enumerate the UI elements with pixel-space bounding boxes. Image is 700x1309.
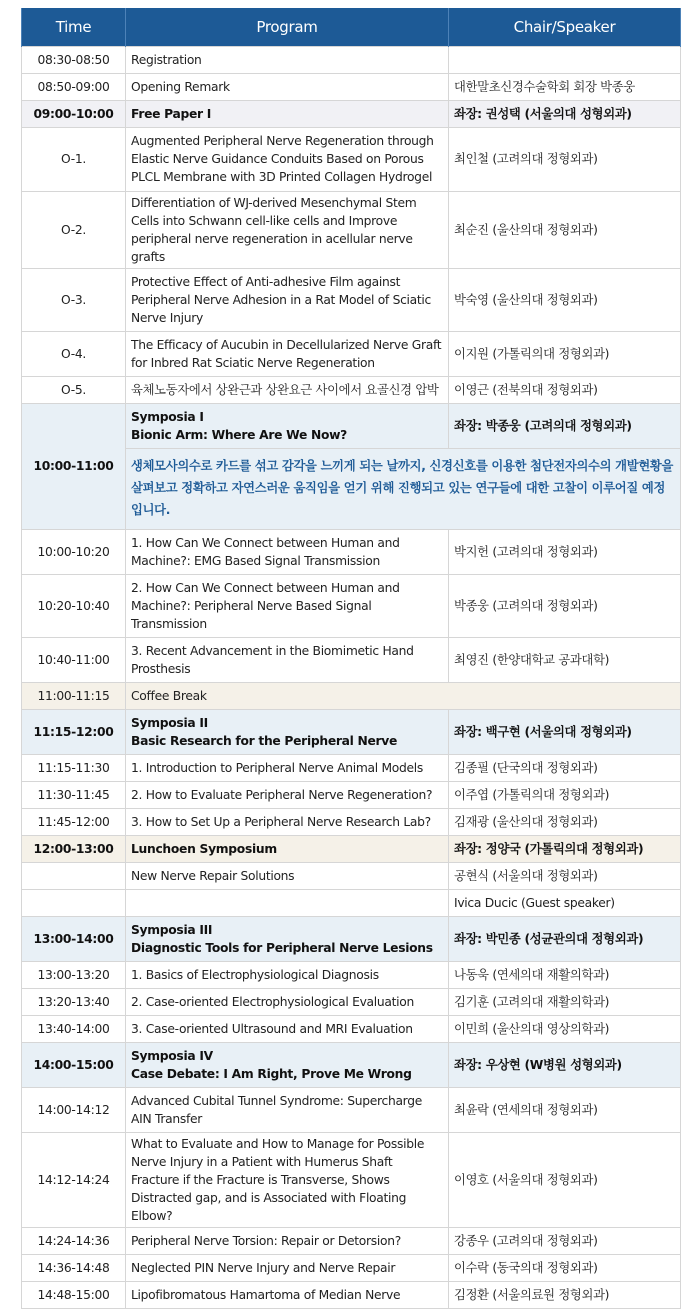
time-cell: 10:20-10:40 <box>22 574 126 637</box>
program-cell: 1. Introduction to Peripheral Nerve Animal Models <box>126 754 449 781</box>
program-cell: Peripheral Nerve Torsion: Repair or Detorsion? <box>126 1227 449 1254</box>
speaker-cell: 이민희 (울산의대 영상의학과) <box>449 1015 681 1042</box>
program-cell: Differentiation of WJ-derived Mesenchymal Stem Cells into Schwann cell-like cells and Improve peripheral nerve regeneration in acellular nerve grafts <box>126 191 449 268</box>
session-title <box>126 709 449 754</box>
speaker-cell <box>449 46 681 73</box>
session-title: Free Paper I <box>126 100 449 127</box>
speaker-cell: 최윤락 (연세의대 정형외과) <box>449 1087 681 1132</box>
session-row <box>22 916 681 961</box>
time-cell: 10:40-11:00 <box>22 637 126 682</box>
time-cell: 13:20-13:40 <box>22 988 126 1015</box>
header-row <box>22 8 681 46</box>
time-cell: 10:00-10:20 <box>22 529 126 574</box>
table-row <box>22 754 681 781</box>
time-cell: O-5. <box>22 376 126 403</box>
time-cell <box>22 862 126 889</box>
header-chair-speaker: Chair/Speaker <box>449 8 681 46</box>
program-cell: Augmented Peripheral Nerve Regeneration through Elastic Nerve Guidance Conduits Based on Porous PLCL Membrane with 3D Printed Collagen Hydrogel <box>126 127 449 191</box>
time-cell: O-3. <box>22 268 126 331</box>
header-time: Time <box>22 8 126 46</box>
program-cell: Lipofibromatous Hamartoma of Median Nerve <box>126 1281 449 1308</box>
chair-cell: 좌장: 우상현 (W병원 성형외과) <box>449 1042 681 1087</box>
table-row <box>22 73 681 100</box>
table-row <box>22 574 681 637</box>
table-row <box>22 1087 681 1132</box>
speaker-cell: 김기훈 (고려의대 재활의학과) <box>449 988 681 1015</box>
table-row <box>22 961 681 988</box>
speaker-cell: 박종웅 (고려의대 정형외과) <box>449 574 681 637</box>
table-row <box>22 191 681 268</box>
speaker-cell: 공현식 (서울의대 정형외과) <box>449 862 681 889</box>
speaker-cell: Ivica Ducic (Guest speaker) <box>449 889 681 916</box>
time-cell: 11:15-12:00 <box>22 709 126 754</box>
speaker-cell: 이영근 (전북의대 정형외과) <box>449 376 681 403</box>
table-row <box>22 46 681 73</box>
table-row <box>22 1132 681 1227</box>
chair-cell: 좌장: 정양국 (가톨릭의대 정형외과) <box>449 835 681 862</box>
time-cell: O-1. <box>22 127 126 191</box>
chair-cell: 좌장: 박민종 (성균관의대 정형외과) <box>449 916 681 961</box>
speaker-cell: 강종우 (고려의대 정형외과) <box>449 1227 681 1254</box>
speaker-cell: 대한말초신경수술학회 회장 박종웅 <box>449 73 681 100</box>
program-cell: The Efficacy of Aucubin in Decellularized Nerve Graft for Inbred Rat Sciatic Nerve Regeneration <box>126 331 449 376</box>
table-row <box>22 1254 681 1281</box>
speaker-cell: 나동욱 (연세의대 재활의학과) <box>449 961 681 988</box>
speaker-cell: 박지헌 (고려의대 정형외과) <box>449 529 681 574</box>
time-cell <box>22 889 126 916</box>
time-cell: 13:40-14:00 <box>22 1015 126 1042</box>
program-cell: 1. How Can We Connect between Human and Machine?: EMG Based Signal Transmission <box>126 529 449 574</box>
speaker-cell: 최영진 (한양대학교 공과대학) <box>449 637 681 682</box>
table-row <box>22 988 681 1015</box>
session-label: Symposia III <box>131 922 213 937</box>
table-row <box>22 889 681 916</box>
session-subtitle: Basic Research for the Peripheral Nerve <box>131 733 398 748</box>
table-row <box>22 808 681 835</box>
time-cell: 09:00-10:00 <box>22 100 126 127</box>
table-row <box>22 1227 681 1254</box>
time-cell: 14:36-14:48 <box>22 1254 126 1281</box>
session-title: Lunchoen Symposium <box>126 835 449 862</box>
session-label: Symposia II <box>131 715 208 730</box>
table-row <box>22 331 681 376</box>
program-cell: Advanced Cubital Tunnel Syndrome: Supercharge AIN Transfer <box>126 1087 449 1132</box>
time-cell: 11:45-12:00 <box>22 808 126 835</box>
time-cell: 08:30-08:50 <box>22 46 126 73</box>
time-cell: 14:12-14:24 <box>22 1132 126 1227</box>
program-cell: Registration <box>126 46 449 73</box>
speaker-cell: 최순진 (울산의대 정형외과) <box>449 191 681 268</box>
table-row <box>22 1015 681 1042</box>
speaker-cell: 이수락 (동국의대 정형외과) <box>449 1254 681 1281</box>
table-row <box>22 1281 681 1308</box>
session-row <box>22 100 681 127</box>
session-subtitle: Bionic Arm: Where Are We Now? <box>131 427 347 442</box>
program-schedule <box>21 8 680 1309</box>
time-cell: 14:00-15:00 <box>22 1042 126 1087</box>
program-cell: New Nerve Repair Solutions <box>126 862 449 889</box>
header-program: Program <box>126 8 449 46</box>
speaker-cell: 이주엽 (가톨릭의대 정형외과) <box>449 781 681 808</box>
time-cell: 14:00-14:12 <box>22 1087 126 1132</box>
speaker-cell: 김재광 (울산의대 정형외과) <box>449 808 681 835</box>
time-cell: 12:00-13:00 <box>22 835 126 862</box>
speaker-cell: 김종필 (단국의대 정형외과) <box>449 754 681 781</box>
chair-cell: 좌장: 박종웅 (고려의대 정형외과) <box>449 403 681 448</box>
time-cell: 14:24-14:36 <box>22 1227 126 1254</box>
table-row <box>22 637 681 682</box>
session-title <box>126 1042 449 1087</box>
chair-cell: 좌장: 권성택 (서울의대 성형외과) <box>449 100 681 127</box>
time-cell: 13:00-13:20 <box>22 961 126 988</box>
program-cell: 3. How to Set Up a Peripheral Nerve Research Lab? <box>126 808 449 835</box>
table-row <box>22 529 681 574</box>
program-cell: 1. Basics of Electrophysiological Diagnosis <box>126 961 449 988</box>
session-row <box>22 1042 681 1087</box>
time-cell: 10:00-11:00 <box>22 403 126 529</box>
session-row <box>22 835 681 862</box>
time-cell: O-2. <box>22 191 126 268</box>
table-row <box>22 376 681 403</box>
session-subtitle: Diagnostic Tools for Peripheral Nerve Lesions <box>131 940 433 955</box>
table-row <box>22 127 681 191</box>
time-cell: 14:48-15:00 <box>22 1281 126 1308</box>
table-row <box>22 862 681 889</box>
time-cell: 11:00-11:15 <box>22 682 126 709</box>
session-label: Symposia I <box>131 409 204 424</box>
program-cell: 육체노동자에서 상완근과 상완요근 사이에서 요골신경 압박 <box>126 376 449 403</box>
program-cell: Opening Remark <box>126 73 449 100</box>
program-cell: 3. Recent Advancement in the Biomimetic Hand Prosthesis <box>126 637 449 682</box>
session-row <box>22 403 681 448</box>
session-subtitle: Case Debate: I Am Right, Prove Me Wrong <box>131 1066 412 1081</box>
session-row <box>22 709 681 754</box>
speaker-cell: 최인철 (고려의대 정형외과) <box>449 127 681 191</box>
break-label: Coffee Break <box>126 682 681 709</box>
time-cell: 13:00-14:00 <box>22 916 126 961</box>
program-cell: What to Evaluate and How to Manage for Possible Nerve Injury in a Patient with Humerus Shaft Fracture if the Fracture is Transverse, Shows Distracted gap, and is Associated with Floating Elbow? <box>126 1132 449 1227</box>
break-row <box>22 682 681 709</box>
program-cell: 2. Case-oriented Electrophysiological Evaluation <box>126 988 449 1015</box>
session-title <box>126 403 449 448</box>
time-cell: 11:15-11:30 <box>22 754 126 781</box>
program-cell: 2. How Can We Connect between Human and Machine?: Peripheral Nerve Based Signal Transmission <box>126 574 449 637</box>
program-cell: Protective Effect of Anti-adhesive Film against Peripheral Nerve Adhesion in a Rat Model of Sciatic Nerve Injury <box>126 268 449 331</box>
speaker-cell: 이영호 (서울의대 정형외과) <box>449 1132 681 1227</box>
program-cell <box>126 889 449 916</box>
schedule-table <box>21 8 681 1309</box>
time-cell: O-4. <box>22 331 126 376</box>
time-cell: 11:30-11:45 <box>22 781 126 808</box>
speaker-cell: 이지원 (가톨릭의대 정형외과) <box>449 331 681 376</box>
program-cell: 2. How to Evaluate Peripheral Nerve Regeneration? <box>126 781 449 808</box>
session-title <box>126 916 449 961</box>
session-description: 생체모사의수로 카드를 섞고 감각을 느끼게 되는 날까지, 신경신호를 이용한 첨단전자의수의 개발현황을 살펴보고 정확하고 자연스러운 움직임을 얻기 위해 진행되고 있는 연구들에 대한 고찰이 이루어질 예정입니다. <box>126 448 681 529</box>
program-cell: 3. Case-oriented Ultrasound and MRI Evaluation <box>126 1015 449 1042</box>
time-cell: 08:50-09:00 <box>22 73 126 100</box>
program-cell: Neglected PIN Nerve Injury and Nerve Repair <box>126 1254 449 1281</box>
chair-cell: 좌장: 백구현 (서울의대 정형외과) <box>449 709 681 754</box>
session-label: Symposia IV <box>131 1048 213 1063</box>
table-row <box>22 781 681 808</box>
speaker-cell: 김정환 (서울의료원 정형외과) <box>449 1281 681 1308</box>
table-row <box>22 268 681 331</box>
speaker-cell: 박숙영 (울산의대 정형외과) <box>449 268 681 331</box>
